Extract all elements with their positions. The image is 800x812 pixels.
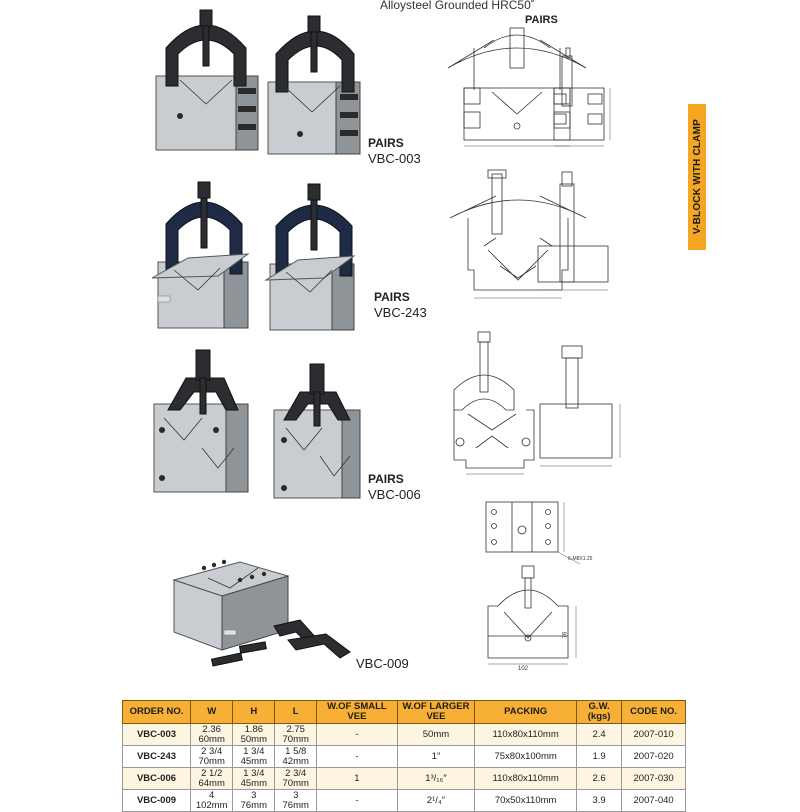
table-row — [123, 790, 686, 812]
spec-table-header-row — [123, 701, 686, 724]
cell-l: 3 76mm — [275, 790, 317, 812]
col-packing: PACKING — [475, 701, 577, 724]
cell-h: 3 76mm — [233, 790, 275, 812]
thread-note: 6-M8X1.25 — [568, 556, 593, 562]
col-code-no: CODE NO. — [622, 701, 686, 724]
technical-drawing-vbc-009-front — [484, 566, 594, 676]
dim-height-label: 76 — [562, 631, 569, 639]
cell-small-vee: - — [317, 746, 398, 768]
cell-order: VBC-009 — [123, 790, 191, 812]
cell-larger-vee: 1″ — [397, 746, 475, 768]
cell-l: 2.75 70mm — [275, 724, 317, 746]
product-photo-vbc-003 — [150, 8, 370, 158]
cell-larger-vee: 50mm — [397, 724, 475, 746]
col-larger-vee: W.OF LARGER VEE — [397, 701, 475, 724]
cell-h: 1 3/4 45mm — [233, 746, 275, 768]
spec-table — [122, 700, 686, 812]
cell-w: 2.36 60mm — [190, 724, 232, 746]
technical-drawing-vbc-243-side — [536, 172, 616, 300]
cell-packing: 110x80x110mm — [475, 768, 577, 790]
cell-packing: 110x80x110mm — [475, 724, 577, 746]
product-code: VBC-243 — [374, 305, 427, 320]
cell-small-vee: 1 — [317, 768, 398, 790]
col-h: H — [233, 701, 275, 724]
product-photo-vbc-243 — [148, 178, 368, 334]
product-pairs-label: PAIRS — [374, 290, 410, 304]
technical-drawing-vbc-003-side — [548, 48, 618, 152]
cell-code: 2007-040 — [622, 790, 686, 812]
cell-h: 1 3/4 45mm — [233, 768, 275, 790]
cell-gw: 2.6 — [577, 768, 622, 790]
col-order-no: ORDER NO. — [123, 701, 191, 724]
product-photo-vbc-009 — [168, 540, 368, 680]
product-code: VBC-003 — [368, 151, 421, 166]
cell-w: 2 1/2 64mm — [190, 768, 232, 790]
cell-small-vee: - — [317, 790, 398, 812]
table-row — [123, 724, 686, 746]
cell-l: 1 5/8 42mm — [275, 746, 317, 768]
side-tab-label: V-BLOCK WITH CLAMP — [691, 119, 703, 235]
cell-code: 2007-030 — [622, 768, 686, 790]
cell-order: VBC-243 — [123, 746, 191, 768]
cell-gw: 3.9 — [577, 790, 622, 812]
technical-drawing-vbc-006-side — [532, 346, 632, 474]
cell-small-vee: - — [317, 724, 398, 746]
col-small-vee: W.OF SMALL VEE — [317, 701, 398, 724]
cell-w: 2 3/4 70mm — [190, 746, 232, 768]
product-code: VBC-009 — [356, 656, 409, 671]
cell-w: 4 102mm — [190, 790, 232, 812]
product-code: VBC-006 — [368, 487, 421, 502]
product-pairs-label: PAIRS — [368, 136, 404, 150]
cell-order: VBC-003 — [123, 724, 191, 746]
product-label-vbc-003 — [368, 136, 421, 166]
col-gw: G.W. (kgs) — [577, 701, 622, 724]
cell-code: 2007-020 — [622, 746, 686, 768]
cell-gw: 2.4 — [577, 724, 622, 746]
table-row — [123, 746, 686, 768]
header-title: Alloysteel Grounded HRC50˚ — [380, 0, 535, 12]
product-pairs-label: PAIRS — [368, 472, 404, 486]
cell-packing: 75x80x100mm — [475, 746, 577, 768]
cell-h: 1.86 50mm — [233, 724, 275, 746]
cell-packing: 70x50x110mm — [475, 790, 577, 812]
product-label-vbc-243 — [374, 290, 427, 320]
cell-gw: 1.9 — [577, 746, 622, 768]
table-row — [123, 768, 686, 790]
category-side-tab — [688, 104, 706, 250]
dim-width-label: 102 — [518, 666, 529, 672]
cell-order: VBC-006 — [123, 768, 191, 790]
cell-code: 2007-010 — [622, 724, 686, 746]
col-w: W — [190, 701, 232, 724]
product-photo-vbc-006 — [146, 348, 366, 508]
cell-l: 2 3/4 70mm — [275, 768, 317, 790]
drawing-title: PAIRS — [525, 14, 558, 26]
cell-larger-vee: 2¹/₄″ — [397, 790, 475, 812]
product-label-vbc-009 — [356, 656, 409, 671]
col-l: L — [275, 701, 317, 724]
cell-larger-vee: 1³/₁₆″ — [397, 768, 475, 790]
product-label-vbc-006 — [368, 472, 421, 502]
